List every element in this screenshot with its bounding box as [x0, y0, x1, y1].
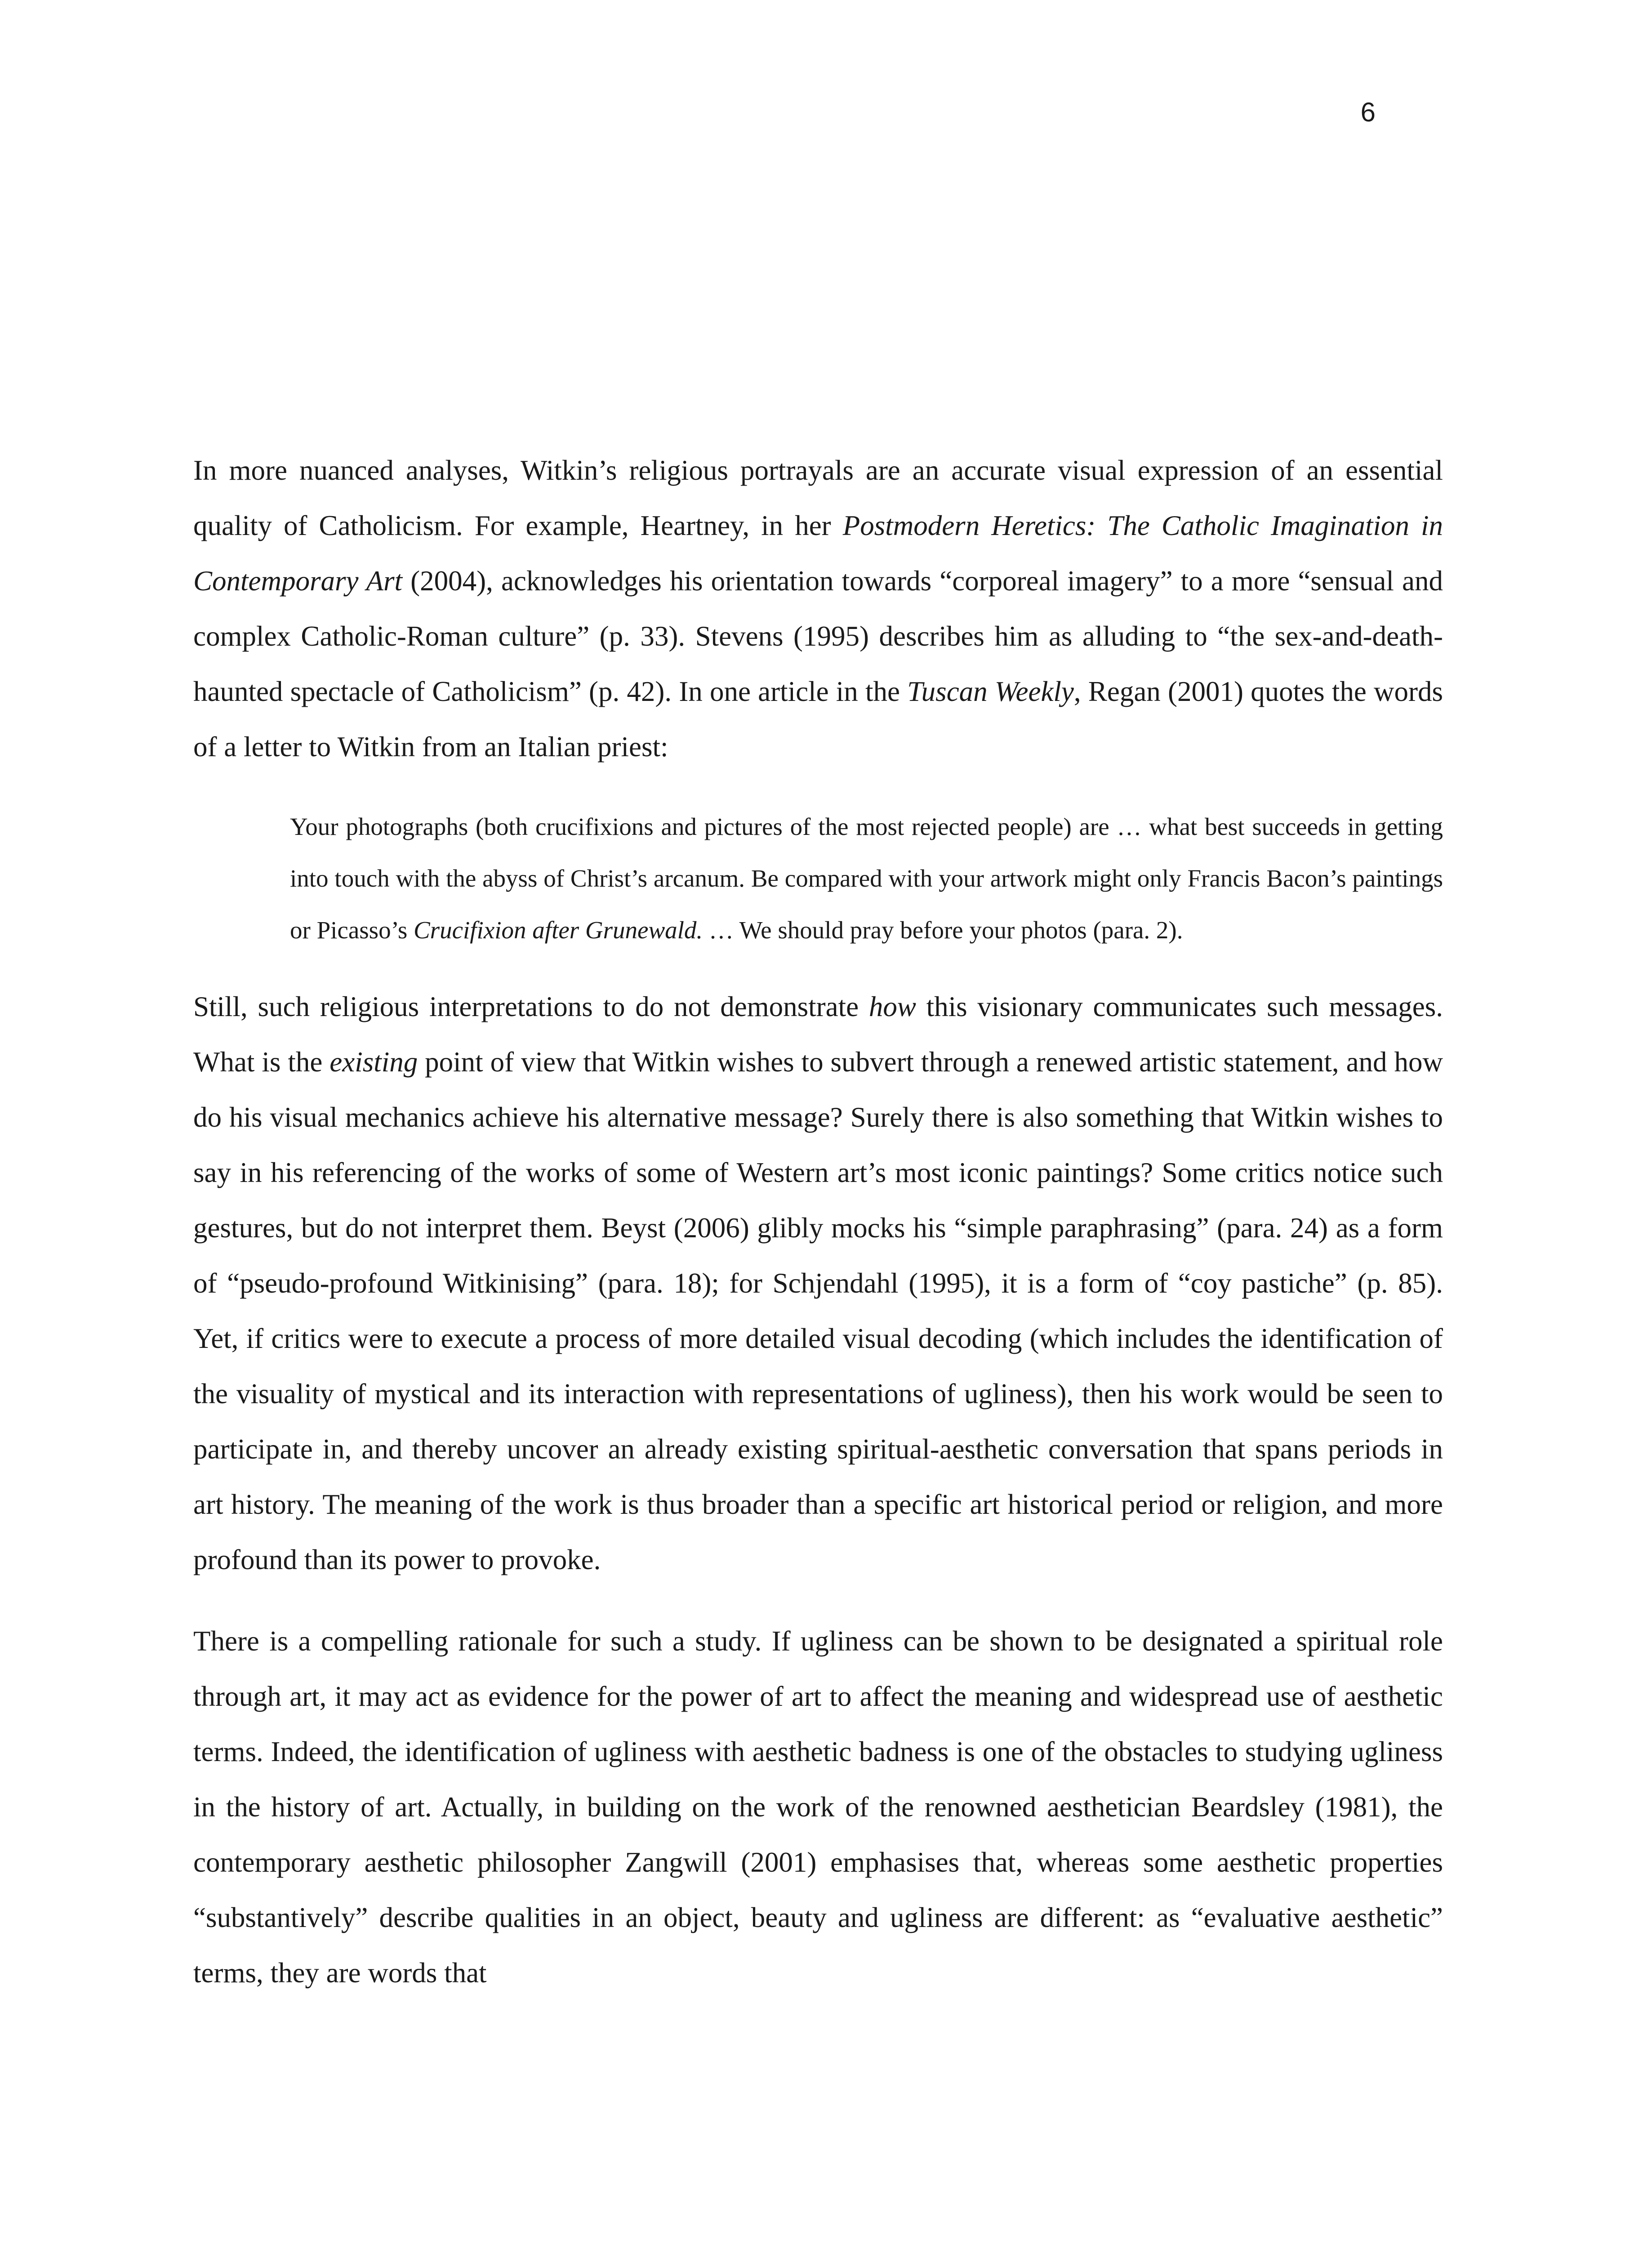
text-segment: There is a compelling rationale for such a study. If ugliness can be shown to be designated a spiritual role through art, it may act as evidence for the power of art to affect the meaning and widespread use of aesthetic terms. Indeed, the identification of ugliness with aesthetic badness is one of the obstacles to studying ugliness in the history of art. Actually, in building on the work of the renowned aesthetician Beardsley (1981), the contemporary aesthetic philosopher Zangwill (2001) emphasises that, whereas some aesthetic properties “substantively” describe qualities in an object, beauty and ugliness are different: as “evaluative aesthetic” terms, they are words that [193, 1625, 1443, 1989]
text-segment: , Regan (2001) quotes the words of a letter to Witkin from an Italian priest: [193, 676, 1443, 763]
body-text [193, 443, 1443, 2027]
text-segment: point of view that Witkin wishes to subvert through a renewed artistic statement, and how do his visual mechanics achieve his alternative message? Surely there is also something that Witkin wishes to say in his referencing of the works of some of Western art’s most iconic paintings? Some critics notice such gestures, but do not interpret them. Beyst (2006) glibly mocks his “simple paraphrasing” (para. 24) as a form of “pseudo-profound Witkinising” (para. 18); for Schjendahl (1995), it is a form of “coy pastiche” (p. 85). Yet, if critics were to execute a process of more detailed visual decoding (which includes the identification of the visuality of mystical and its interaction with representations of ugliness), then his work would be seen to participate in, and thereby uncover an already existing spiritual-aesthetic conversation that spans periods in art history. The meaning of the work is thus broader than a specific art historical period or religion, and more profound than its power to provoke. [193, 1046, 1443, 1575]
paragraph-study-rationale [193, 1614, 1443, 2001]
text-segment: … We should pray before your photos (para. 2). [703, 916, 1183, 944]
emphasis-existing: existing [330, 1046, 418, 1078]
text-segment: Your photographs (both crucifixions and pictures of the most rejected people) are … what best succeeds in getting into touch with the abyss of Christ’s arcanum. Be compared with your artwork might only Francis Bacon’s paintings or Picasso’s [290, 813, 1443, 944]
block-quote-priest-letter [290, 801, 1443, 956]
text-segment: (2004), acknowledges his orientation towards “corporeal imagery” to a more “sensual and complex Catholic-Roman culture” (p. 33). Stevens (1995) describes him as alluding to “the sex-and-death-haunted spectacle of Catholicism” (p. 42). In one article in the [193, 565, 1443, 707]
paragraph-visual-decoding [193, 979, 1443, 1588]
page-number: 6 [1360, 97, 1376, 127]
text-segment: Still, such religious interpretations to do not demonstrate [193, 991, 869, 1022]
paragraph-religious-portrayals [193, 443, 1443, 775]
emphasis-how: how [868, 991, 916, 1022]
book-title-postmodern-heretics: Postmodern Heretics: The Catholic Imagination in Contemporary Art [193, 510, 1443, 597]
publication-title-tuscan-weekly: Tuscan Weekly [907, 676, 1074, 707]
text-segment: this visionary communicates such messages. What is the [193, 991, 1443, 1078]
artwork-title-crucifixion: Crucifixion after Grunewald. [414, 916, 703, 944]
text-segment: In more nuanced analyses, Witkin’s religious portrayals are an accurate visual expression of an essential quality of Catholicism. For example, Heartney, in her [193, 455, 1443, 541]
